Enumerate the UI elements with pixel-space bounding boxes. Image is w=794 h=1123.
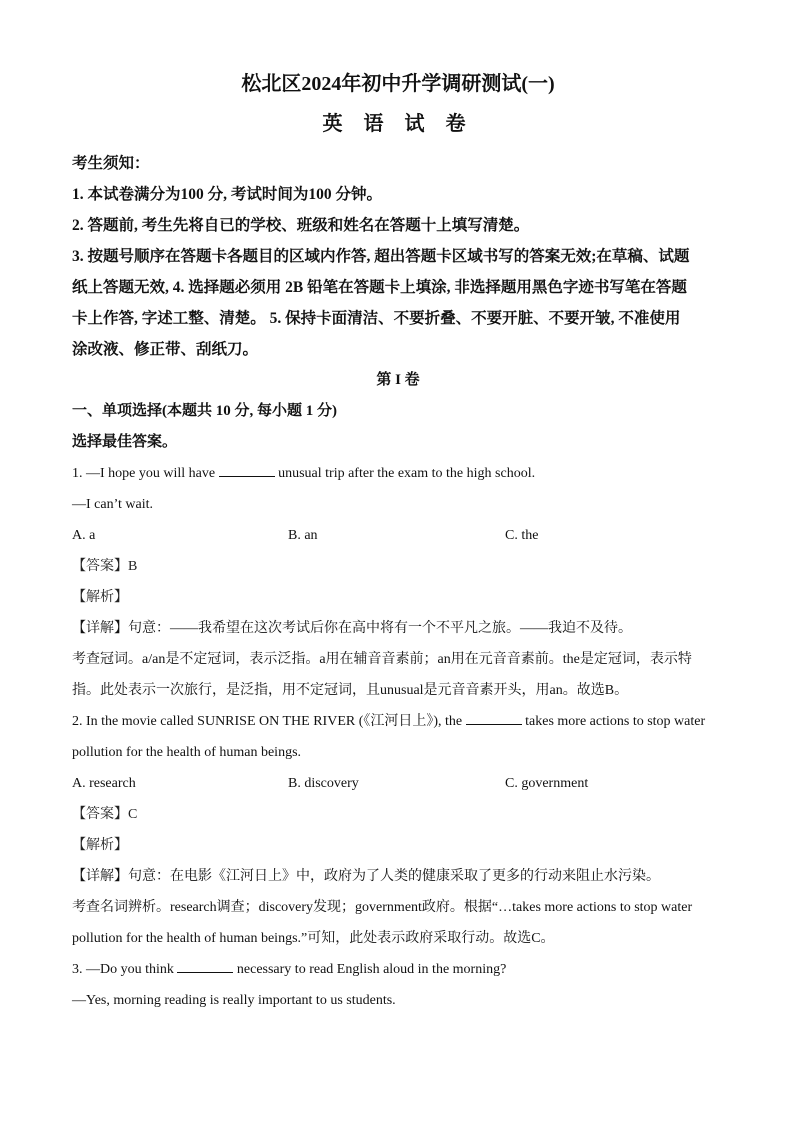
question-reply: —I can’t wait. (72, 497, 153, 512)
note-line: 1. 本试卷满分为100 分, 考试时间为100 分钟。 (72, 186, 383, 203)
options-row (72, 768, 724, 799)
notes-heading: 考生须知： (72, 155, 150, 172)
note-line: 纸上答题无效, 4. 选择题必须用 2B 铅笔在答题卡上填涂, 非选择题用黑色字迹书写笔在答题 (72, 279, 687, 296)
option-b: B. discovery (288, 776, 359, 791)
detail-line: 【详解】句意：在电影《江河日上》中，政府为了人类的健康采取了更多的行动来阻止水污染。 (72, 869, 660, 884)
question-3 (72, 954, 724, 1016)
stem-before: 1. —I hope you will have (72, 466, 219, 481)
stem-after: takes more actions to stop water (521, 714, 706, 729)
candidate-notes (72, 148, 724, 365)
options-row (72, 520, 724, 551)
answer-blank (466, 710, 522, 725)
note-line: 2. 答题前, 考生先将自已的学校、班级和姓名在答题十上填写清楚。 (72, 217, 530, 234)
question-2 (72, 706, 724, 954)
detail-line: 考查名词辨析。research调查；discovery发现；government政府。根据“…takes more actions to stop water (72, 900, 693, 915)
answer-blank (219, 462, 275, 477)
answer-blank (177, 958, 233, 973)
note-line: 3. 按题号顺序在答题卡各题目的区域内作答, 超出答题卡区域书写的答案无效;在草稿、试题 (72, 248, 690, 265)
stem-before: 3. —Do you think (72, 962, 178, 977)
exam-title: 松北区2024年初中升学调研测试(一) (241, 73, 555, 95)
option-a: A. a (72, 528, 96, 543)
option-a: A. research (72, 776, 136, 791)
volume-title: 第 I 卷 (376, 372, 420, 388)
note-line: 涂改液、修正带、刮纸刀。 (72, 341, 259, 358)
question-stem (72, 458, 724, 489)
answer-tag: 【答案】B (72, 559, 138, 574)
analysis-tag: 【解析】 (72, 838, 128, 853)
question-1 (72, 458, 724, 706)
exam-subtitle: 英 语 试 卷 (322, 113, 474, 135)
detail-line: 【详解】句意：——我希望在这次考试后你在高中将有一个不平凡之旅。——我迫不及待。 (72, 621, 632, 636)
question-continuation: pollution for the health of human beings. (72, 745, 302, 760)
option-c: C. the (505, 528, 539, 543)
section-title: 一、单项选择(本题共 10 分, 每小题 1 分) (72, 403, 337, 419)
detail-line: 指。此处表示一次旅行，是泛指，用不定冠词，且unusual是元音音素开头，用an。故选B。 (72, 683, 629, 698)
stem-after: necessary to read English aloud in the morning? (233, 962, 507, 977)
question-reply: —Yes, morning reading is really important to us students. (72, 993, 396, 1008)
detail-line: 考查冠词。a/an是不定冠词，表示泛指。a用在辅音音素前；an用在元音音素前。the是定冠词，表示特 (72, 652, 692, 667)
question-stem (72, 954, 724, 985)
detail-line: pollution for the health of human beings.”可知，此处表示政府采取行动。故选C。 (72, 931, 555, 946)
option-c: C. government (505, 776, 589, 791)
stem-after: unusual trip after the exam to the high school. (274, 466, 536, 481)
exam-page (72, 68, 724, 1016)
analysis-tag: 【解析】 (72, 590, 128, 605)
question-stem (72, 706, 724, 737)
note-line: 卡上作答, 字述工整、清楚。 5. 保持卡面清洁、不要折叠、不要开脏、不要开皱, 不准使用 (72, 310, 681, 327)
option-b: B. an (288, 528, 318, 543)
stem-before: 2. In the movie called SUNRISE ON THE RIVER (《江河日上》), the (72, 714, 466, 729)
section-instruction: 选择最佳答案。 (72, 434, 178, 450)
answer-tag: 【答案】C (72, 807, 138, 822)
